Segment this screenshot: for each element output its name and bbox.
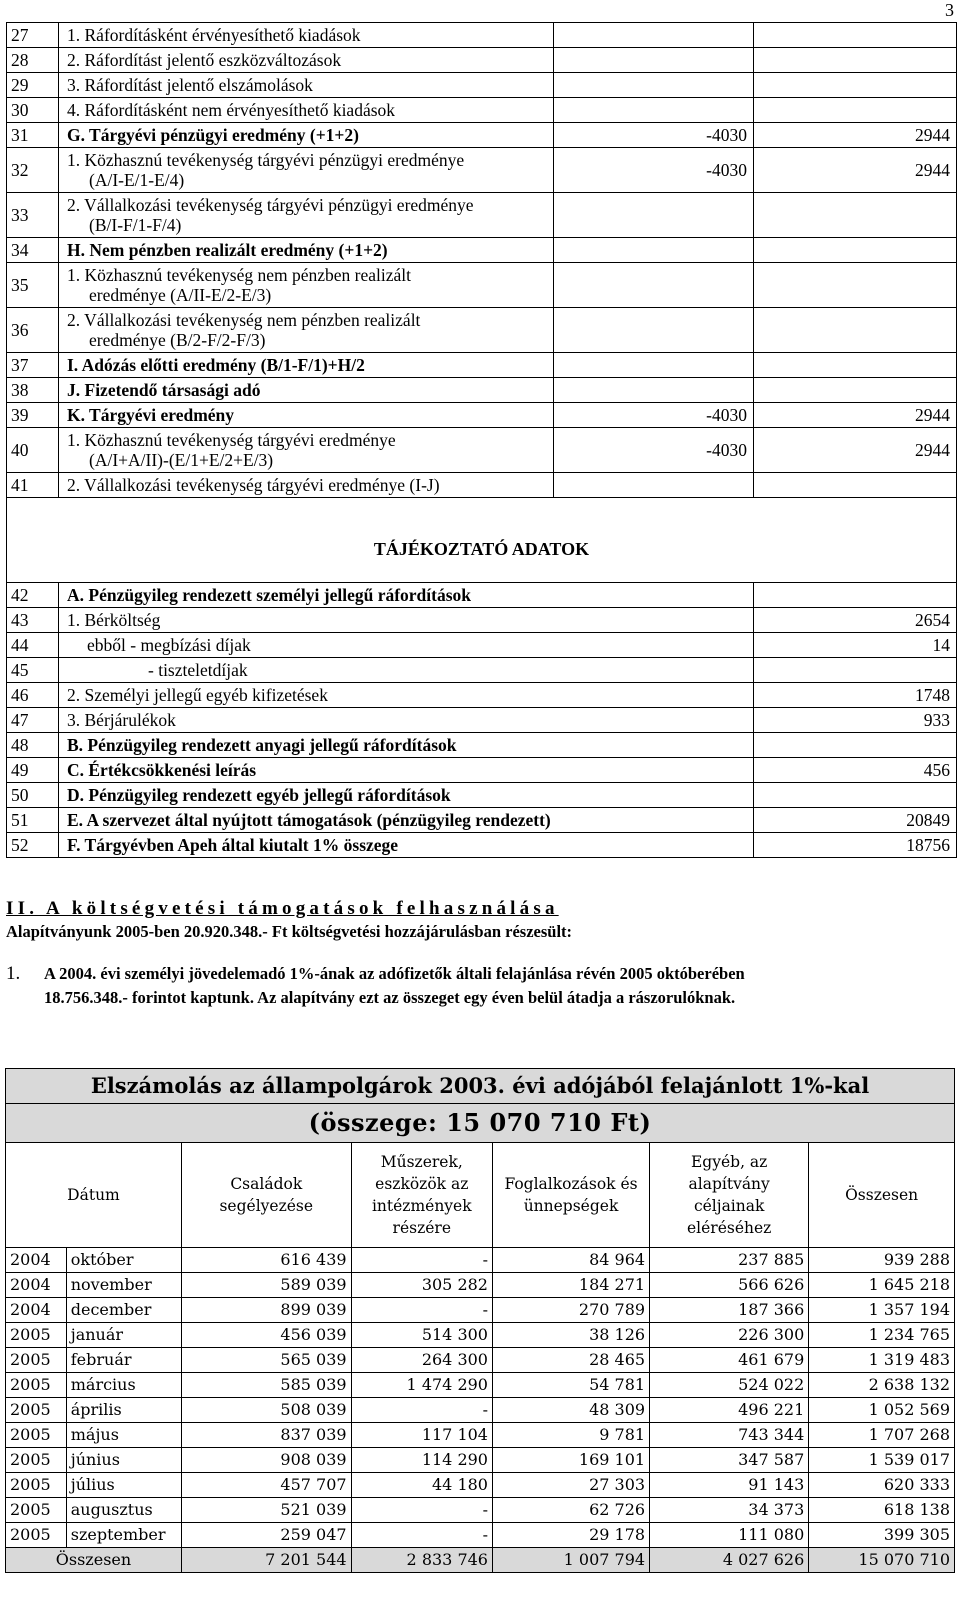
row-value-current-year [754, 263, 957, 308]
cell-month: június [66, 1448, 181, 1473]
cell-month: március [66, 1373, 181, 1398]
table-row [6, 1298, 955, 1323]
cell-instruments: - [351, 1523, 492, 1548]
cell-family-aid: 565 039 [181, 1348, 351, 1373]
table-row [7, 473, 957, 498]
row-number: 36 [7, 308, 59, 353]
cell-other: 226 300 [650, 1323, 809, 1348]
row-label-text: H. Nem pénzben realizált eredmény (+1+2) [67, 240, 388, 260]
row-label: E. A szervezet által nyújtott támogatások (pénzügyileg rendezett) [59, 808, 754, 833]
table-row [7, 238, 957, 263]
total-a: 7 201 544 [181, 1548, 351, 1573]
cell-events: 27 303 [492, 1473, 649, 1498]
row-label-text: 4. Ráfordításként nem érvényesíthető kiadások [67, 100, 396, 120]
cell-other: 743 344 [650, 1423, 809, 1448]
table-row [7, 808, 957, 833]
row-value-prev-year [554, 98, 754, 123]
cell-year: 2004 [6, 1273, 67, 1298]
row-number: 40 [7, 428, 59, 473]
table-row [7, 608, 957, 633]
cell-year: 2004 [6, 1298, 67, 1323]
table-row [7, 123, 957, 148]
row-value: 18756 [754, 833, 957, 858]
row-label-text: 1. Közhasznú tevékenység tárgyévi eredménye [67, 430, 396, 450]
row-value-current-year [754, 308, 957, 353]
row-label: A. Pénzügyileg rendezett személyi jellegű ráfordítások [59, 583, 754, 608]
cell-instruments: 1 474 290 [351, 1373, 492, 1398]
table-row [7, 378, 957, 403]
item-text-continued: 18.756.348.- forintot kaptunk. Az alapítvány ezt az összeget egy éven belül átadja a rászorulóknak. [44, 988, 736, 1007]
row-label [59, 23, 554, 48]
cell-instruments: 114 290 [351, 1448, 492, 1473]
cell-events: 29 178 [492, 1523, 649, 1548]
row-value: 2654 [754, 608, 957, 633]
row-number: 50 [7, 783, 59, 808]
cell-total: 2 638 132 [809, 1373, 955, 1398]
table-row [7, 353, 957, 378]
item-text: A 2004. évi személyi jövedelemadó 1%-ának az adófizetők általi felajánlása révén 2005 októberében [44, 964, 745, 983]
row-label [59, 193, 554, 238]
row-label-continued: eredménye (B/2-F/2-F/3) [89, 330, 266, 350]
row-label: C. Értékcsökkenési leírás [59, 758, 754, 783]
cell-total: 1 645 218 [809, 1273, 955, 1298]
cell-instruments: - [351, 1248, 492, 1273]
row-label-text: 3. Ráfordítást jelentő elszámolások [67, 75, 313, 95]
cell-family-aid: 521 039 [181, 1498, 351, 1523]
row-label-text: 2. Vállalkozási tevékenység tárgyévi pénzügyi eredménye [67, 195, 474, 215]
table-row [6, 1473, 955, 1498]
header-events: Foglalkozások és ünnepségek [492, 1143, 649, 1248]
table-row [7, 98, 957, 123]
cell-family-aid: 585 039 [181, 1373, 351, 1398]
row-number: 51 [7, 808, 59, 833]
table-row [7, 833, 957, 858]
table-row [7, 428, 957, 473]
row-label [59, 263, 554, 308]
cell-family-aid: 589 039 [181, 1273, 351, 1298]
row-value-prev-year [554, 238, 754, 263]
row-value: 456 [754, 758, 957, 783]
row-label-text: G. Tárgyévi pénzügyi eredmény (+1+2) [67, 125, 359, 145]
section-heading: II. A költségvetési támogatások felhasználása [6, 898, 559, 919]
row-value-current-year [754, 238, 957, 263]
cell-events: 270 789 [492, 1298, 649, 1323]
row-value: 933 [754, 708, 957, 733]
cell-family-aid: 899 039 [181, 1298, 351, 1323]
table-row [6, 1373, 955, 1398]
row-value: 1748 [754, 683, 957, 708]
row-label [59, 428, 554, 473]
row-label [59, 378, 554, 403]
table-row [7, 73, 957, 98]
cell-family-aid: 908 039 [181, 1448, 351, 1473]
row-label-continued: (A/I-E/1-E/4) [89, 170, 185, 190]
table-row [7, 403, 957, 428]
table-row [7, 23, 957, 48]
cell-events: 48 309 [492, 1398, 649, 1423]
cell-instruments: 264 300 [351, 1348, 492, 1373]
row-label: F. Tárgyévben Apeh által kiutalt 1% összege [59, 833, 754, 858]
table-row [6, 1523, 955, 1548]
row-value-current-year: 2944 [754, 148, 957, 193]
header-total: Összesen [809, 1143, 955, 1248]
row-number: 35 [7, 263, 59, 308]
row-label-text: 1. Közhasznú tevékenység tárgyévi pénzügyi eredménye [67, 150, 465, 170]
row-value-prev-year: -4030 [554, 123, 754, 148]
cell-month: augusztus [66, 1498, 181, 1523]
row-number: 52 [7, 833, 59, 858]
row-label [59, 98, 554, 123]
row-label [59, 123, 554, 148]
item-number: 1. [6, 963, 21, 984]
cell-other: 461 679 [650, 1348, 809, 1373]
cell-instruments: 44 180 [351, 1473, 492, 1498]
row-label-text: 1. Közhasznú tevékenység nem pénzben realizált [67, 265, 412, 285]
cell-instruments: 305 282 [351, 1273, 492, 1298]
cell-other: 347 587 [650, 1448, 809, 1473]
row-label [59, 238, 554, 263]
table-row [7, 583, 957, 608]
cell-events: 84 964 [492, 1248, 649, 1273]
cell-events: 28 465 [492, 1348, 649, 1373]
row-label [59, 403, 554, 428]
table-row [6, 1323, 955, 1348]
row-label: - tiszteletdíjak [59, 658, 754, 683]
row-number: 39 [7, 403, 59, 428]
row-number: 31 [7, 123, 59, 148]
cell-events: 9 781 [492, 1423, 649, 1448]
row-label: 3. Bérjárulékok [59, 708, 754, 733]
cell-instruments: 117 104 [351, 1423, 492, 1448]
table-row [7, 148, 957, 193]
cell-events: 38 126 [492, 1323, 649, 1348]
cell-events: 62 726 [492, 1498, 649, 1523]
cell-other: 237 885 [650, 1248, 809, 1273]
cell-year: 2005 [6, 1323, 67, 1348]
row-value-prev-year [554, 353, 754, 378]
row-number: 29 [7, 73, 59, 98]
row-value-current-year [754, 48, 957, 73]
row-number: 37 [7, 353, 59, 378]
row-number: 47 [7, 708, 59, 733]
row-label [59, 148, 554, 193]
table-row [6, 1498, 955, 1523]
table-row [7, 308, 957, 353]
section-subtitle: Alapítványunk 2005-ben 20.920.348.- Ft költségvetési hozzájárulásban részesült: [6, 922, 573, 941]
row-label-text: K. Tárgyévi eredmény [67, 405, 235, 425]
table-row [6, 1348, 955, 1373]
cell-family-aid: 259 047 [181, 1523, 351, 1548]
row-label-text: I. Adózás előtti eredmény (B/1-F/1)+H/2 [67, 355, 365, 375]
table-row [7, 758, 957, 783]
table-row [6, 1398, 955, 1423]
row-number: 41 [7, 473, 59, 498]
cell-month: május [66, 1423, 181, 1448]
cell-month: január [66, 1323, 181, 1348]
row-value-prev-year [554, 23, 754, 48]
total-e: 15 070 710 [809, 1548, 955, 1573]
cell-events: 169 101 [492, 1448, 649, 1473]
table-row [6, 1423, 955, 1448]
allocation-table [5, 1068, 955, 1573]
cell-total: 1 539 017 [809, 1448, 955, 1473]
table-row [7, 683, 957, 708]
row-label-text: 2. Vállalkozási tevékenység nem pénzben realizált [67, 310, 421, 330]
row-value-current-year [754, 98, 957, 123]
row-number: 28 [7, 48, 59, 73]
row-value-prev-year [554, 263, 754, 308]
row-number: 27 [7, 23, 59, 48]
row-label: B. Pénzügyileg rendezett anyagi jellegű ráfordítások [59, 733, 754, 758]
row-label [59, 48, 554, 73]
header-other: Egyéb, az alapítvány céljainak eléréséhez [650, 1143, 809, 1248]
row-label: 1. Bérköltség [59, 608, 754, 633]
cell-instruments: - [351, 1398, 492, 1423]
row-value: 14 [754, 633, 957, 658]
total-b: 2 833 746 [351, 1548, 492, 1573]
cell-total: 618 138 [809, 1498, 955, 1523]
row-value [754, 658, 957, 683]
cell-family-aid: 616 439 [181, 1248, 351, 1273]
row-number: 34 [7, 238, 59, 263]
cell-family-aid: 837 039 [181, 1423, 351, 1448]
cell-total: 1 357 194 [809, 1298, 955, 1323]
row-label-text: 2. Ráfordítást jelentő eszközváltozások [67, 50, 342, 70]
cell-total: 1 052 569 [809, 1398, 955, 1423]
row-number: 38 [7, 378, 59, 403]
row-label: D. Pénzügyileg rendezett egyéb jellegű ráfordítások [59, 783, 754, 808]
header-instruments: Műszerek, eszközök az intézmények részére [351, 1143, 492, 1248]
cell-total: 1 707 268 [809, 1423, 955, 1448]
row-label [59, 353, 554, 378]
total-label: Összesen [6, 1548, 182, 1573]
row-value-current-year [754, 193, 957, 238]
section-item [6, 962, 956, 1010]
row-value: 20849 [754, 808, 957, 833]
cell-month: december [66, 1298, 181, 1323]
row-value-current-year [754, 353, 957, 378]
row-value-prev-year [554, 48, 754, 73]
row-value-prev-year [554, 73, 754, 98]
cell-other: 34 373 [650, 1498, 809, 1523]
cell-year: 2005 [6, 1423, 67, 1448]
cell-other: 111 080 [650, 1523, 809, 1548]
table-row [7, 633, 957, 658]
cell-other: 91 143 [650, 1473, 809, 1498]
cell-instruments: - [351, 1498, 492, 1523]
cell-events: 184 271 [492, 1273, 649, 1298]
cell-year: 2005 [6, 1373, 67, 1398]
cell-year: 2005 [6, 1498, 67, 1523]
row-value [754, 583, 957, 608]
cell-year: 2005 [6, 1448, 67, 1473]
cell-year: 2005 [6, 1473, 67, 1498]
row-label [59, 473, 554, 498]
row-label-continued: eredménye (A/II-E/2-E/3) [89, 285, 272, 305]
cell-family-aid: 456 039 [181, 1323, 351, 1348]
row-value-current-year [754, 73, 957, 98]
budget-support-section [6, 898, 956, 1010]
table-row [6, 1448, 955, 1473]
row-number: 30 [7, 98, 59, 123]
table-row [7, 708, 957, 733]
cell-other: 524 022 [650, 1373, 809, 1398]
results-table [6, 22, 957, 858]
cell-month: november [66, 1273, 181, 1298]
row-number: 44 [7, 633, 59, 658]
cell-family-aid: 508 039 [181, 1398, 351, 1423]
info-heading: TÁJÉKOZTATÓ ADATOK [7, 498, 957, 583]
row-value-prev-year [554, 308, 754, 353]
total-c: 1 007 794 [492, 1548, 649, 1573]
allocation-title: Elszámolás az állampolgárok 2003. évi adójából felajánlott 1%-kal [6, 1069, 955, 1104]
cell-events: 54 781 [492, 1373, 649, 1398]
cell-instruments: 514 300 [351, 1323, 492, 1348]
row-value-prev-year: -4030 [554, 148, 754, 193]
row-value-current-year: 2944 [754, 428, 957, 473]
row-value-current-year [754, 23, 957, 48]
cell-total: 1 234 765 [809, 1323, 955, 1348]
table-row [6, 1273, 955, 1298]
row-number: 48 [7, 733, 59, 758]
row-value-current-year: 2944 [754, 403, 957, 428]
table-row [7, 783, 957, 808]
cell-month: február [66, 1348, 181, 1373]
cell-month: április [66, 1398, 181, 1423]
cell-month: október [66, 1248, 181, 1273]
row-value-prev-year [554, 378, 754, 403]
info-heading-row [7, 498, 957, 583]
table-row [7, 48, 957, 73]
row-label: 2. Személyi jellegű egyéb kifizetések [59, 683, 754, 708]
cell-year: 2005 [6, 1348, 67, 1373]
row-value-current-year: 2944 [754, 123, 957, 148]
row-value-prev-year [554, 193, 754, 238]
cell-year: 2005 [6, 1398, 67, 1423]
row-label-text: 2. Vállalkozási tevékenység tárgyévi eredménye (I-J) [67, 475, 440, 495]
row-label [59, 73, 554, 98]
cell-total: 399 305 [809, 1523, 955, 1548]
cell-other: 566 626 [650, 1273, 809, 1298]
row-number: 43 [7, 608, 59, 633]
cell-other: 187 366 [650, 1298, 809, 1323]
header-date: Dátum [6, 1143, 182, 1248]
row-value-prev-year: -4030 [554, 428, 754, 473]
row-number: 45 [7, 658, 59, 683]
row-label [59, 308, 554, 353]
page-number: 3 [945, 0, 954, 20]
row-value-current-year [754, 378, 957, 403]
cell-year: 2005 [6, 1523, 67, 1548]
row-number: 46 [7, 683, 59, 708]
row-label-continued: (B/I-F/1-F/4) [89, 215, 182, 235]
row-number: 42 [7, 583, 59, 608]
allocation-table-wrap [5, 1068, 955, 1573]
row-number: 32 [7, 148, 59, 193]
table-row [7, 733, 957, 758]
row-value-prev-year [554, 473, 754, 498]
row-value [754, 783, 957, 808]
table-row [7, 658, 957, 683]
cell-other: 496 221 [650, 1398, 809, 1423]
table-row [7, 193, 957, 238]
row-label: ebből - megbízási díjak [59, 633, 754, 658]
row-label-text: 1. Ráfordításként érvényesíthető kiadások [67, 25, 361, 45]
cell-total: 620 333 [809, 1473, 955, 1498]
total-row [6, 1548, 955, 1573]
row-label-text: J. Fizetendő társasági adó [67, 380, 261, 400]
allocation-subtitle: (összege: 15 070 710 Ft) [6, 1104, 955, 1143]
row-number: 33 [7, 193, 59, 238]
cell-total: 939 288 [809, 1248, 955, 1273]
cell-total: 1 319 483 [809, 1348, 955, 1373]
row-value-prev-year: -4030 [554, 403, 754, 428]
cell-month: szeptember [66, 1523, 181, 1548]
header-family-aid: Családok segélyezése [181, 1143, 351, 1248]
total-d: 4 027 626 [650, 1548, 809, 1573]
cell-instruments: - [351, 1298, 492, 1323]
row-label-continued: (A/I+A/II)-(E/1+E/2+E/3) [89, 450, 274, 470]
table-row [6, 1248, 955, 1273]
cell-month: július [66, 1473, 181, 1498]
table-row [7, 263, 957, 308]
row-value [754, 733, 957, 758]
row-value-current-year [754, 473, 957, 498]
row-number: 49 [7, 758, 59, 783]
cell-year: 2004 [6, 1248, 67, 1273]
cell-family-aid: 457 707 [181, 1473, 351, 1498]
